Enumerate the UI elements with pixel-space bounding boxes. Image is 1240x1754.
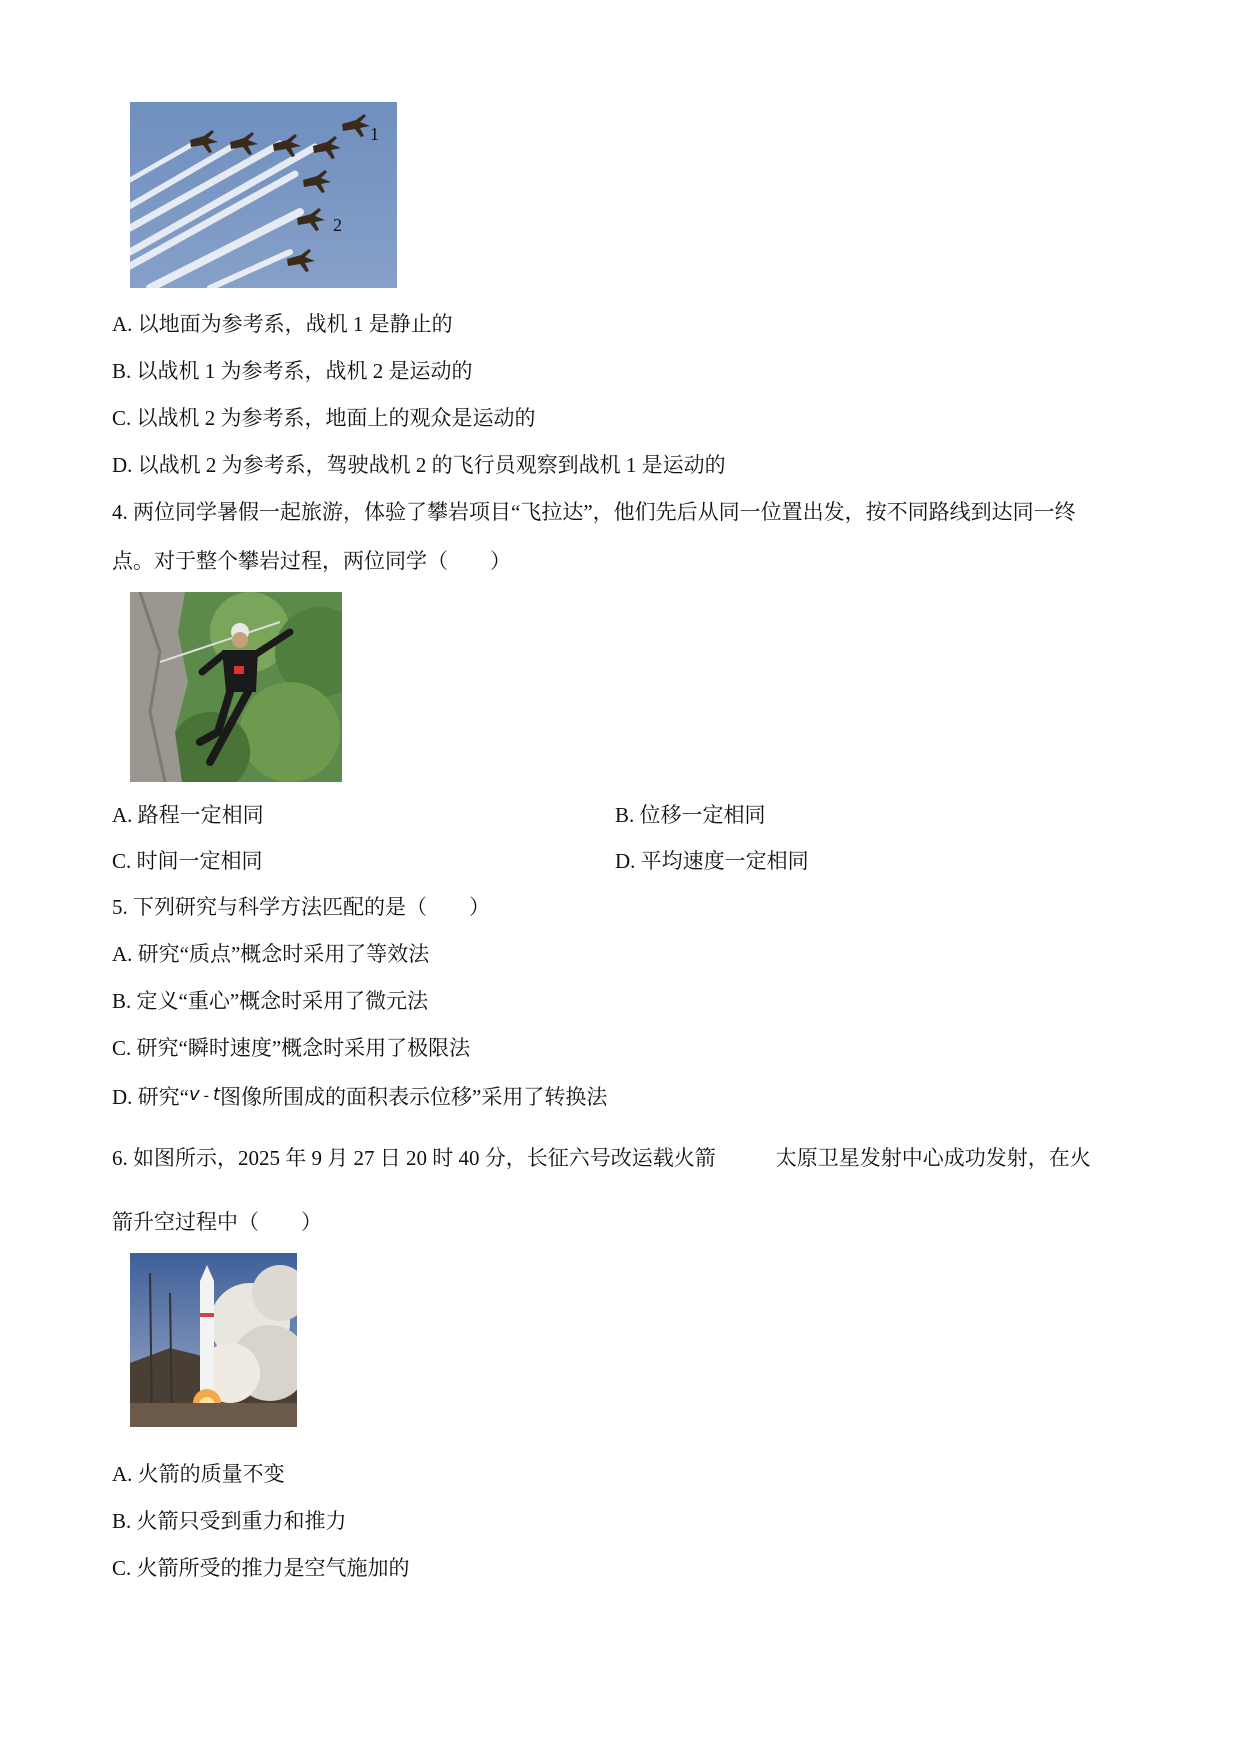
jet-formation-figure <box>130 102 397 288</box>
q4-stem-line-2: 点。对于整个攀岩过程，两位同学（ ） <box>112 549 511 573</box>
q6-stem-line-2: 箭升空过程中（ ） <box>112 1210 322 1234</box>
q3-option-b: B. 以战机 1 为参考系，战机 2 是运动的 <box>112 359 473 383</box>
q5-option-b: B. 定义“重心”概念时采用了微元法 <box>112 989 429 1013</box>
via-ferrata-image <box>130 592 342 782</box>
q6-stem-part-a: 6. 如图所示，2025 年 9 月 27 日 20 时 40 分，长征六号改运载火箭 <box>112 1146 716 1170</box>
q3-option-d: D. 以战机 2 为参考系，驾驶战机 2 的飞行员观察到战机 1 是运动的 <box>112 453 726 477</box>
q6-stem-line-1 <box>112 1144 1091 1172</box>
q4-option-a: A. 路程一定相同 <box>112 803 264 827</box>
q4-option-d: D. 平均速度一定相同 <box>615 849 809 873</box>
q3-option-c: C. 以战机 2 为参考系，地面上的观众是运动的 <box>112 406 536 430</box>
q6-option-b: B. 火箭只受到重力和推力 <box>112 1509 347 1533</box>
q5-option-d-v: v <box>189 1084 200 1105</box>
q3-option-a: A. 以地面为参考系，战机 1 是静止的 <box>112 312 453 336</box>
q5-option-a: A. 研究“质点”概念时采用了等效法 <box>112 942 430 966</box>
climbing-figure <box>130 592 342 782</box>
q5-option-c: C. 研究“瞬时速度”概念时采用了极限法 <box>112 1036 471 1060</box>
rocket-launch-figure <box>130 1253 297 1427</box>
jet-formation-image <box>130 102 397 288</box>
q4-option-c: C. 时间一定相同 <box>112 849 263 873</box>
q6-option-c: C. 火箭所受的推力是空气施加的 <box>112 1556 410 1580</box>
q5-option-d-t: t <box>212 1084 221 1105</box>
q6-stem-part-b: 太原卫星发射中心成功发射，在火 <box>775 1146 1091 1170</box>
q5-option-d-dash: - <box>203 1087 209 1104</box>
q5-option-d <box>112 1081 607 1111</box>
rocket-launch-image <box>130 1253 297 1427</box>
q5-stem: 5. 下列研究与科学方法匹配的是（ ） <box>112 895 490 919</box>
q6-option-a: A. 火箭的质量不变 <box>112 1462 285 1486</box>
q4-stem-line-1: 4. 两位同学暑假一起旅游，体验了攀岩项目“飞拉达”，他们先后从同一位置出发，按不同路线到达同一终 <box>112 500 1076 524</box>
q4-option-b: B. 位移一定相同 <box>615 803 766 827</box>
jet-label-2: 2 <box>333 215 342 235</box>
jet-label-1: 1 <box>370 124 379 144</box>
q5-option-d-prefix: D. 研究“ <box>112 1085 189 1109</box>
q5-option-d-suffix: 图像所围成的面积表示位移”采用了转换法 <box>220 1085 608 1109</box>
